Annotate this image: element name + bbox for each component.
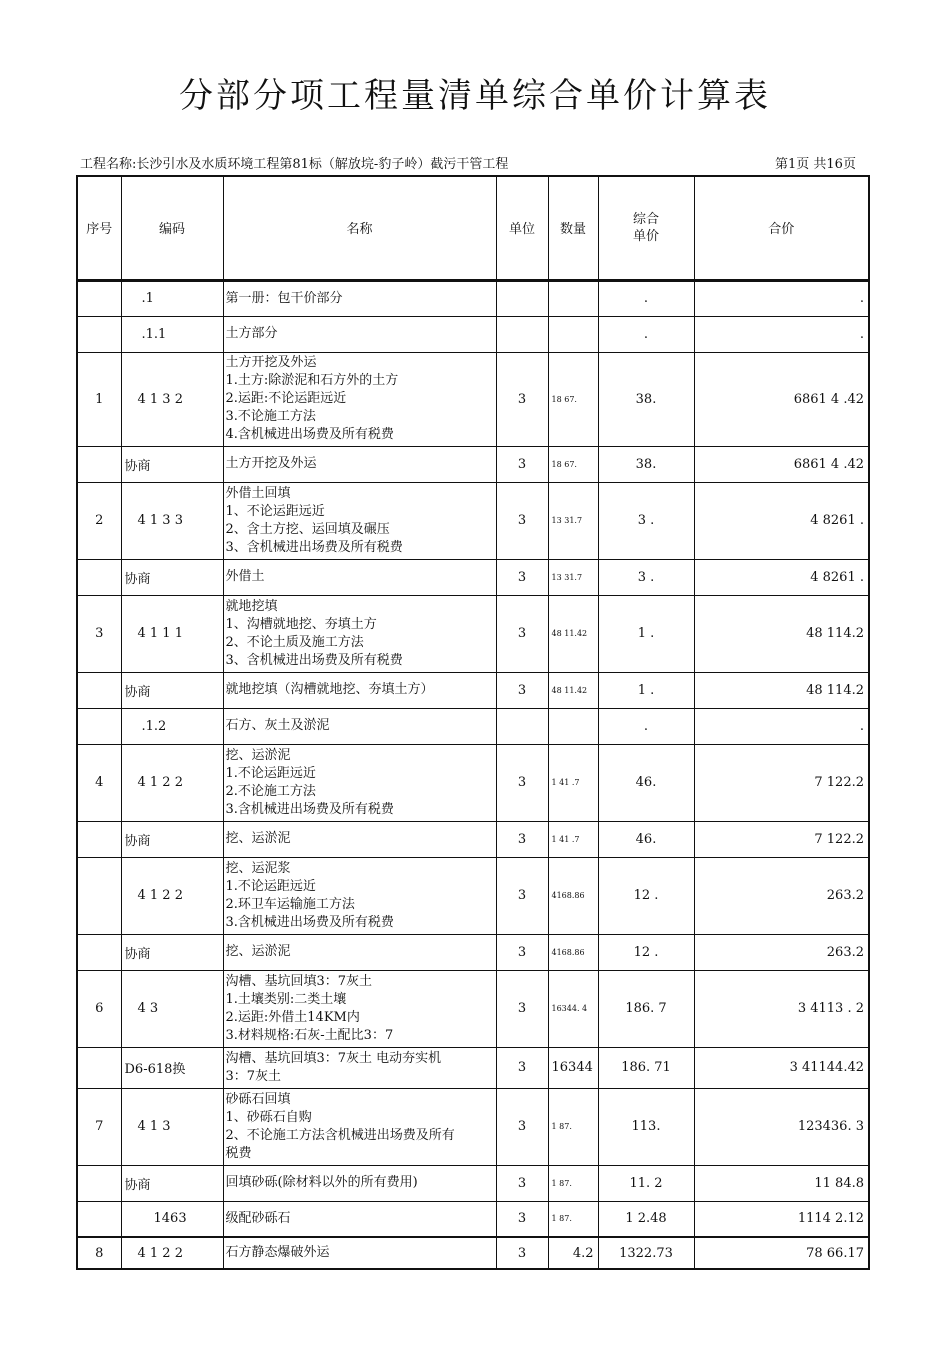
row-code: 协商 <box>121 934 223 970</box>
row-unit: 3 <box>496 352 548 446</box>
row-code: 4 3 <box>121 970 223 1047</box>
row-qty: 1 87. <box>548 1088 598 1165</box>
table-row <box>77 559 869 595</box>
table-row <box>77 446 869 482</box>
row-price: 113. <box>598 1088 694 1165</box>
row-qty: 16344 <box>548 1047 598 1088</box>
row-code: .1 <box>121 280 223 316</box>
row-total: 263.2 <box>694 934 869 970</box>
row-qty <box>548 280 598 316</box>
header-code: 编码 <box>121 176 223 280</box>
row-total: 48 114.2 <box>694 595 869 672</box>
row-qty: 1 41 .7 <box>548 821 598 857</box>
row-name: 土方开挖及外运 1.土方:除淤泥和石方外的土方 2.运距:不论运距远近 3.不论施工方法 4.含机械进出场费及所有税费 <box>223 352 496 446</box>
row-unit: 3 <box>496 1237 548 1269</box>
row-name: 石方静态爆破外运 <box>223 1237 496 1269</box>
row-seq: 2 <box>77 482 121 559</box>
row-qty: 18 67. <box>548 352 598 446</box>
row-code: .1.1 <box>121 316 223 352</box>
row-price: 186. 71 <box>598 1047 694 1088</box>
project-name: 工程名称:长沙引水及水质环境工程第81标（解放垸-豹子岭）截污干管工程 <box>80 157 509 172</box>
row-seq: 3 <box>77 595 121 672</box>
row-total: 48 114.2 <box>694 672 869 708</box>
row-qty: 13 31.7 <box>548 559 598 595</box>
row-qty: 4.2 <box>548 1237 598 1269</box>
row-total: 3 41144.42 <box>694 1047 869 1088</box>
table-row <box>77 280 869 316</box>
row-qty: 13 31.7 <box>548 482 598 559</box>
row-price: 1322.73 <box>598 1237 694 1269</box>
row-qty: 1 87. <box>548 1165 598 1201</box>
row-qty: 48 11.42 <box>548 672 598 708</box>
row-total: . <box>694 316 869 352</box>
row-code: 1463 <box>121 1201 223 1237</box>
row-price: 12 . <box>598 934 694 970</box>
row-seq <box>77 672 121 708</box>
row-unit: 3 <box>496 970 548 1047</box>
row-name: 土方部分 <box>223 316 496 352</box>
row-name: 挖、运泥浆 1.不论运距远近 2.环卫车运输施工方法 3.含机械进出场费及所有税费 <box>223 857 496 934</box>
pricing-table <box>76 175 870 1270</box>
row-name: 就地挖填（沟槽就地挖、夯填土方） <box>223 672 496 708</box>
row-name: 土方开挖及外运 <box>223 446 496 482</box>
row-seq <box>77 708 121 744</box>
row-total: 11 84.8 <box>694 1165 869 1201</box>
row-code: 4 1 1 1 <box>121 595 223 672</box>
table-row <box>77 1237 869 1269</box>
row-name: 挖、运淤泥 1.不论运距远近 2.不论施工方法 3.含机械进出场费及所有税费 <box>223 744 496 821</box>
table-row <box>77 821 869 857</box>
row-unit: 3 <box>496 1047 548 1088</box>
header-price: 综合 单价 <box>598 176 694 280</box>
row-code: 4 1 2 2 <box>121 744 223 821</box>
row-seq <box>77 280 121 316</box>
table-row <box>77 316 869 352</box>
table-row <box>77 708 869 744</box>
row-total: 4 8261 . <box>694 559 869 595</box>
row-price: 1 . <box>598 672 694 708</box>
row-code: 4 1 3 <box>121 1088 223 1165</box>
row-total: 78 66.17 <box>694 1237 869 1269</box>
row-seq <box>77 934 121 970</box>
table-row <box>77 1047 869 1088</box>
row-price: 46. <box>598 821 694 857</box>
header-seq: 序号 <box>77 176 121 280</box>
row-unit <box>496 280 548 316</box>
row-qty: 1 41 .7 <box>548 744 598 821</box>
row-name: 第一册：包干价部分 <box>223 280 496 316</box>
row-unit: 3 <box>496 857 548 934</box>
row-total: 4 8261 . <box>694 482 869 559</box>
row-qty <box>548 316 598 352</box>
row-code: 协商 <box>121 446 223 482</box>
table-row <box>77 1201 869 1237</box>
row-qty: 1 87. <box>548 1201 598 1237</box>
row-unit: 3 <box>496 595 548 672</box>
row-code: 协商 <box>121 821 223 857</box>
row-total: 263.2 <box>694 857 869 934</box>
row-price: 3 . <box>598 559 694 595</box>
page-info: 第1页 共16页 <box>775 157 856 172</box>
table-row <box>77 1088 869 1165</box>
header-total: 合价 <box>694 176 869 280</box>
row-unit: 3 <box>496 1165 548 1201</box>
header-row <box>77 176 869 280</box>
row-name: 外借土回填 1、不论运距远近 2、含土方挖、运回填及碾压 3、含机械进出场费及所有税费 <box>223 482 496 559</box>
row-code: 协商 <box>121 1165 223 1201</box>
row-unit <box>496 316 548 352</box>
row-unit: 3 <box>496 482 548 559</box>
row-name: 级配砂砾石 <box>223 1201 496 1237</box>
row-code: D6-618换 <box>121 1047 223 1088</box>
row-name: 外借土 <box>223 559 496 595</box>
row-seq: 7 <box>77 1088 121 1165</box>
row-unit: 3 <box>496 744 548 821</box>
row-seq <box>77 1165 121 1201</box>
row-seq: 1 <box>77 352 121 446</box>
table-row <box>77 857 869 934</box>
table-row <box>77 1165 869 1201</box>
table-row <box>77 744 869 821</box>
row-code: 4 1 2 2 <box>121 857 223 934</box>
table-row <box>77 482 869 559</box>
row-code: 协商 <box>121 672 223 708</box>
row-unit: 3 <box>496 446 548 482</box>
row-code: 4 1 3 2 <box>121 352 223 446</box>
row-total: 7 122.2 <box>694 821 869 857</box>
row-price: 11. 2 <box>598 1165 694 1201</box>
row-seq: 8 <box>77 1237 121 1269</box>
table-body <box>77 280 869 1269</box>
row-name: 石方、灰土及淤泥 <box>223 708 496 744</box>
row-price: . <box>598 280 694 316</box>
row-unit: 3 <box>496 934 548 970</box>
table-row <box>77 352 869 446</box>
row-price: 186. 7 <box>598 970 694 1047</box>
row-unit: 3 <box>496 1088 548 1165</box>
row-name: 就地挖填 1、沟槽就地挖、夯填土方 2、不论土质及施工方法 3、含机械进出场费及所有税费 <box>223 595 496 672</box>
table-row <box>77 970 869 1047</box>
row-price: 38. <box>598 446 694 482</box>
row-price: 46. <box>598 744 694 821</box>
row-code: 协商 <box>121 559 223 595</box>
row-seq <box>77 857 121 934</box>
row-seq <box>77 559 121 595</box>
row-price: . <box>598 316 694 352</box>
row-price: 38. <box>598 352 694 446</box>
row-seq <box>77 1201 121 1237</box>
row-qty: 16344. 4 <box>548 970 598 1047</box>
table-row <box>77 934 869 970</box>
row-qty: 4168.86 <box>548 857 598 934</box>
row-name: 挖、运淤泥 <box>223 934 496 970</box>
table-row <box>77 672 869 708</box>
page-title: 分部分项工程量清单综合单价计算表 <box>179 76 771 116</box>
row-seq <box>77 316 121 352</box>
row-qty: 4168.86 <box>548 934 598 970</box>
row-seq <box>77 1047 121 1088</box>
row-total: . <box>694 708 869 744</box>
row-seq <box>77 446 121 482</box>
row-total: 7 122.2 <box>694 744 869 821</box>
row-seq <box>77 821 121 857</box>
row-code: .1.2 <box>121 708 223 744</box>
row-qty: 18 67. <box>548 446 598 482</box>
row-price: 1 2.48 <box>598 1201 694 1237</box>
row-code: 4 1 3 3 <box>121 482 223 559</box>
header-qty: 数量 <box>548 176 598 280</box>
row-price: 3 . <box>598 482 694 559</box>
row-total: 3 4113 . 2 <box>694 970 869 1047</box>
row-name: 砂砾石回填 1、砂砾石自购 2、不论施工方法含机械进出场费及所有 税费 <box>223 1088 496 1165</box>
row-unit: 3 <box>496 1201 548 1237</box>
row-name: 沟槽、基坑回填3：7灰土 1.土壤类别:二类土壤 2.运距:外借土14KM内 3.材料规格:石灰-土配比3：7 <box>223 970 496 1047</box>
row-total: 1114 2.12 <box>694 1201 869 1237</box>
header-unit: 单位 <box>496 176 548 280</box>
row-unit: 3 <box>496 672 548 708</box>
row-total: 123436. 3 <box>694 1088 869 1165</box>
row-qty <box>548 708 598 744</box>
row-total: 6861 4 .42 <box>694 446 869 482</box>
row-unit <box>496 708 548 744</box>
row-name: 沟槽、基坑回填3：7灰土 电动夯实机 3：7灰土 <box>223 1047 496 1088</box>
row-code: 4 1 2 2 <box>121 1237 223 1269</box>
row-total: 6861 4 .42 <box>694 352 869 446</box>
row-unit: 3 <box>496 559 548 595</box>
row-qty: 48 11.42 <box>548 595 598 672</box>
row-price: 12 . <box>598 857 694 934</box>
row-unit: 3 <box>496 821 548 857</box>
row-seq: 4 <box>77 744 121 821</box>
row-name: 回填砂砾(除材料以外的所有费用) <box>223 1165 496 1201</box>
row-price: . <box>598 708 694 744</box>
header-name: 名称 <box>223 176 496 280</box>
row-price: 1 . <box>598 595 694 672</box>
row-seq: 6 <box>77 970 121 1047</box>
table-row <box>77 595 869 672</box>
row-name: 挖、运淤泥 <box>223 821 496 857</box>
row-total: . <box>694 280 869 316</box>
